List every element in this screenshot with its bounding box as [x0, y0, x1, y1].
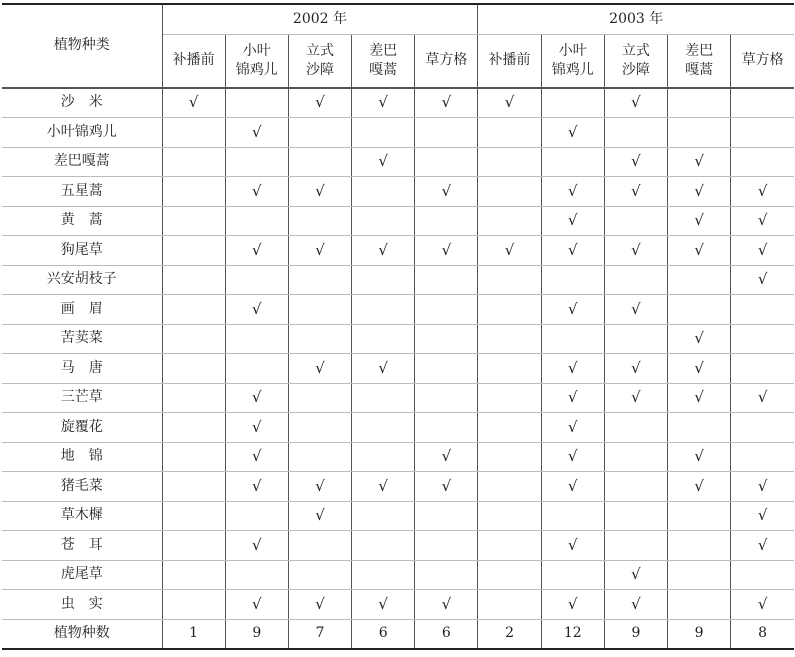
presence-cell: [415, 147, 478, 177]
presence-cell: [478, 177, 541, 207]
presence-cell: √: [352, 472, 415, 502]
table-row: [2, 177, 794, 207]
table-row: [2, 295, 794, 325]
presence-cell: √: [225, 413, 288, 443]
species-name: 虫 实: [2, 590, 162, 620]
presence-cell: [352, 501, 415, 531]
presence-cell: [668, 295, 731, 325]
presence-cell: √: [541, 531, 604, 561]
presence-cell: √: [415, 177, 478, 207]
presence-cell: [225, 324, 288, 354]
presence-cell: [162, 206, 225, 236]
presence-cell: [415, 383, 478, 413]
presence-cell: [225, 206, 288, 236]
presence-cell: √: [668, 324, 731, 354]
presence-cell: [541, 501, 604, 531]
presence-cell: √: [225, 442, 288, 472]
presence-cell: √: [541, 472, 604, 502]
presence-cell: [604, 413, 667, 443]
presence-cell: [478, 354, 541, 384]
year-2003-header: 2003 年: [478, 4, 794, 34]
presence-cell: [288, 383, 351, 413]
presence-cell: [288, 118, 351, 148]
presence-cell: √: [541, 295, 604, 325]
year-header-row: [2, 4, 794, 34]
presence-cell: √: [604, 354, 667, 384]
treatment-header: 立式 沙障: [288, 34, 351, 88]
presence-cell: √: [478, 236, 541, 266]
species-name: 狗尾草: [2, 236, 162, 266]
presence-cell: √: [604, 590, 667, 620]
presence-cell: [352, 560, 415, 590]
species-name: 兴安胡枝子: [2, 265, 162, 295]
presence-cell: [288, 324, 351, 354]
species-count: 2: [478, 619, 541, 649]
presence-cell: √: [415, 442, 478, 472]
table-row: [2, 383, 794, 413]
presence-cell: [352, 324, 415, 354]
presence-cell: √: [668, 206, 731, 236]
presence-cell: [225, 88, 288, 118]
presence-cell: √: [604, 147, 667, 177]
presence-cell: [731, 354, 794, 384]
table-row: [2, 590, 794, 620]
presence-cell: [162, 442, 225, 472]
presence-cell: [415, 118, 478, 148]
presence-cell: √: [668, 383, 731, 413]
presence-cell: [288, 265, 351, 295]
table-row: [2, 118, 794, 148]
presence-cell: [415, 531, 478, 561]
table-body: [2, 88, 794, 650]
presence-cell: [415, 206, 478, 236]
table-row: [2, 236, 794, 266]
presence-cell: √: [162, 88, 225, 118]
presence-cell: √: [415, 88, 478, 118]
presence-cell: [668, 531, 731, 561]
presence-cell: [352, 531, 415, 561]
presence-cell: [415, 354, 478, 384]
presence-cell: [478, 501, 541, 531]
table-row: [2, 472, 794, 502]
presence-cell: √: [225, 531, 288, 561]
species-name: 草木樨: [2, 501, 162, 531]
presence-cell: [541, 560, 604, 590]
presence-cell: [604, 206, 667, 236]
presence-cell: [288, 560, 351, 590]
presence-cell: √: [731, 531, 794, 561]
presence-cell: [162, 177, 225, 207]
presence-cell: [668, 590, 731, 620]
presence-cell: [478, 560, 541, 590]
presence-cell: √: [604, 383, 667, 413]
presence-cell: √: [541, 442, 604, 472]
presence-cell: √: [352, 147, 415, 177]
species-name: 马 唐: [2, 354, 162, 384]
presence-cell: √: [352, 88, 415, 118]
presence-cell: [541, 265, 604, 295]
presence-cell: [478, 118, 541, 148]
species-name: 五星蒿: [2, 177, 162, 207]
presence-cell: [288, 295, 351, 325]
table-row: [2, 206, 794, 236]
presence-cell: √: [604, 295, 667, 325]
presence-cell: [162, 118, 225, 148]
presence-cell: [541, 324, 604, 354]
presence-cell: [668, 118, 731, 148]
presence-cell: [731, 413, 794, 443]
species-name: 猪毛菜: [2, 472, 162, 502]
species-count: 6: [415, 619, 478, 649]
presence-cell: [731, 118, 794, 148]
presence-cell: [478, 590, 541, 620]
presence-cell: √: [288, 472, 351, 502]
presence-cell: [288, 147, 351, 177]
presence-cell: [415, 324, 478, 354]
presence-cell: √: [541, 590, 604, 620]
table-row: [2, 531, 794, 561]
presence-cell: [478, 413, 541, 443]
presence-cell: √: [541, 354, 604, 384]
presence-cell: [225, 354, 288, 384]
presence-cell: [668, 501, 731, 531]
species-table: [2, 3, 794, 650]
presence-cell: [478, 324, 541, 354]
presence-cell: [604, 265, 667, 295]
presence-cell: [162, 590, 225, 620]
presence-cell: [731, 88, 794, 118]
presence-cell: √: [225, 295, 288, 325]
presence-cell: [668, 88, 731, 118]
treatment-header: 差巴 嘎蒿: [668, 34, 731, 88]
presence-cell: [162, 501, 225, 531]
presence-cell: [668, 265, 731, 295]
presence-cell: √: [288, 590, 351, 620]
presence-cell: [162, 413, 225, 443]
presence-cell: [604, 442, 667, 472]
species-name: 画 眉: [2, 295, 162, 325]
presence-cell: [541, 88, 604, 118]
presence-cell: [541, 147, 604, 177]
presence-cell: √: [731, 236, 794, 266]
treatment-header: 草方格: [731, 34, 794, 88]
presence-cell: √: [288, 177, 351, 207]
treatment-header: 立式 沙障: [604, 34, 667, 88]
presence-cell: [604, 472, 667, 502]
species-count: 9: [604, 619, 667, 649]
presence-cell: √: [668, 177, 731, 207]
species-name: 差巴嘎蒿: [2, 147, 162, 177]
presence-cell: √: [541, 236, 604, 266]
table-row: [2, 147, 794, 177]
table-row: [2, 265, 794, 295]
presence-cell: [731, 324, 794, 354]
year-2002-header: 2002 年: [162, 4, 478, 34]
presence-cell: √: [731, 265, 794, 295]
presence-cell: [731, 147, 794, 177]
presence-cell: [415, 413, 478, 443]
species-name: 苍 耳: [2, 531, 162, 561]
presence-cell: [162, 531, 225, 561]
presence-cell: √: [478, 88, 541, 118]
presence-cell: [604, 118, 667, 148]
table-row: [2, 442, 794, 472]
presence-cell: √: [731, 590, 794, 620]
presence-cell: √: [541, 413, 604, 443]
presence-cell: [604, 501, 667, 531]
presence-cell: √: [352, 236, 415, 266]
presence-cell: √: [288, 501, 351, 531]
presence-cell: √: [731, 383, 794, 413]
row-header-plant-species: 植物种类: [2, 4, 162, 88]
presence-cell: √: [668, 442, 731, 472]
presence-cell: [352, 383, 415, 413]
presence-cell: √: [225, 118, 288, 148]
presence-cell: [478, 206, 541, 236]
presence-cell: √: [604, 236, 667, 266]
presence-cell: [225, 265, 288, 295]
presence-cell: [162, 295, 225, 325]
treatment-header: 补播前: [478, 34, 541, 88]
species-name: 苦荬菜: [2, 324, 162, 354]
presence-cell: [352, 295, 415, 325]
presence-cell: [162, 147, 225, 177]
presence-cell: [352, 177, 415, 207]
presence-cell: [731, 442, 794, 472]
presence-cell: √: [288, 88, 351, 118]
presence-cell: [352, 206, 415, 236]
presence-cell: √: [288, 354, 351, 384]
presence-cell: √: [668, 472, 731, 502]
species-name: 虎尾草: [2, 560, 162, 590]
presence-cell: [415, 501, 478, 531]
species-count: 7: [288, 619, 351, 649]
presence-cell: [288, 442, 351, 472]
table-row: [2, 501, 794, 531]
presence-cell: [478, 295, 541, 325]
presence-cell: [225, 560, 288, 590]
presence-cell: [162, 354, 225, 384]
presence-cell: [604, 531, 667, 561]
presence-cell: [668, 413, 731, 443]
presence-cell: [478, 147, 541, 177]
presence-cell: √: [541, 177, 604, 207]
presence-cell: [478, 531, 541, 561]
presence-cell: √: [731, 472, 794, 502]
presence-cell: [162, 236, 225, 266]
presence-cell: [352, 118, 415, 148]
presence-cell: √: [225, 590, 288, 620]
presence-cell: [478, 383, 541, 413]
presence-cell: [352, 265, 415, 295]
presence-cell: √: [415, 590, 478, 620]
presence-cell: [415, 295, 478, 325]
presence-cell: [288, 531, 351, 561]
species-count: 8: [731, 619, 794, 649]
species-count: 12: [541, 619, 604, 649]
presence-cell: √: [731, 501, 794, 531]
presence-cell: [478, 265, 541, 295]
species-count: 9: [225, 619, 288, 649]
species-name: 沙 米: [2, 88, 162, 118]
presence-cell: √: [415, 236, 478, 266]
presence-cell: [162, 560, 225, 590]
species-name: 旋覆花: [2, 413, 162, 443]
presence-cell: [288, 206, 351, 236]
presence-cell: [604, 324, 667, 354]
presence-cell: [352, 442, 415, 472]
presence-cell: [478, 472, 541, 502]
presence-cell: √: [225, 236, 288, 266]
presence-cell: [162, 265, 225, 295]
table-row: [2, 324, 794, 354]
presence-cell: √: [288, 236, 351, 266]
presence-cell: [162, 324, 225, 354]
treatment-header: 差巴 嘎蒿: [352, 34, 415, 88]
species-name: 黄 蒿: [2, 206, 162, 236]
presence-cell: [162, 383, 225, 413]
presence-cell: [478, 442, 541, 472]
presence-cell: √: [541, 206, 604, 236]
presence-cell: [415, 265, 478, 295]
presence-cell: √: [352, 354, 415, 384]
species-count: 6: [352, 619, 415, 649]
presence-cell: √: [731, 206, 794, 236]
presence-cell: √: [604, 88, 667, 118]
table-row: [2, 413, 794, 443]
table-row: [2, 88, 794, 118]
presence-cell: [731, 295, 794, 325]
presence-cell: [225, 501, 288, 531]
presence-cell: √: [225, 177, 288, 207]
treatment-header: 小叶 锦鸡儿: [225, 34, 288, 88]
presence-cell: √: [225, 383, 288, 413]
total-row: [2, 619, 794, 649]
treatment-header: 补播前: [162, 34, 225, 88]
presence-cell: √: [225, 472, 288, 502]
presence-cell: √: [731, 177, 794, 207]
presence-cell: √: [541, 383, 604, 413]
presence-cell: [668, 560, 731, 590]
presence-cell: √: [604, 177, 667, 207]
presence-cell: [415, 560, 478, 590]
presence-cell: √: [604, 560, 667, 590]
species-name: 小叶锦鸡儿: [2, 118, 162, 148]
species-count: 9: [668, 619, 731, 649]
presence-cell: √: [668, 147, 731, 177]
table-row: [2, 560, 794, 590]
presence-cell: [162, 472, 225, 502]
presence-cell: [225, 147, 288, 177]
species-count: 1: [162, 619, 225, 649]
total-label: 植物种数: [2, 619, 162, 649]
treatment-header: 小叶 锦鸡儿: [541, 34, 604, 88]
presence-cell: [731, 560, 794, 590]
table-row: [2, 354, 794, 384]
species-name: 地 锦: [2, 442, 162, 472]
presence-cell: √: [668, 354, 731, 384]
presence-cell: [288, 413, 351, 443]
presence-cell: √: [415, 472, 478, 502]
presence-cell: [352, 413, 415, 443]
presence-cell: √: [541, 118, 604, 148]
presence-cell: √: [668, 236, 731, 266]
species-name: 三芒草: [2, 383, 162, 413]
treatment-header: 草方格: [415, 34, 478, 88]
presence-cell: √: [352, 590, 415, 620]
